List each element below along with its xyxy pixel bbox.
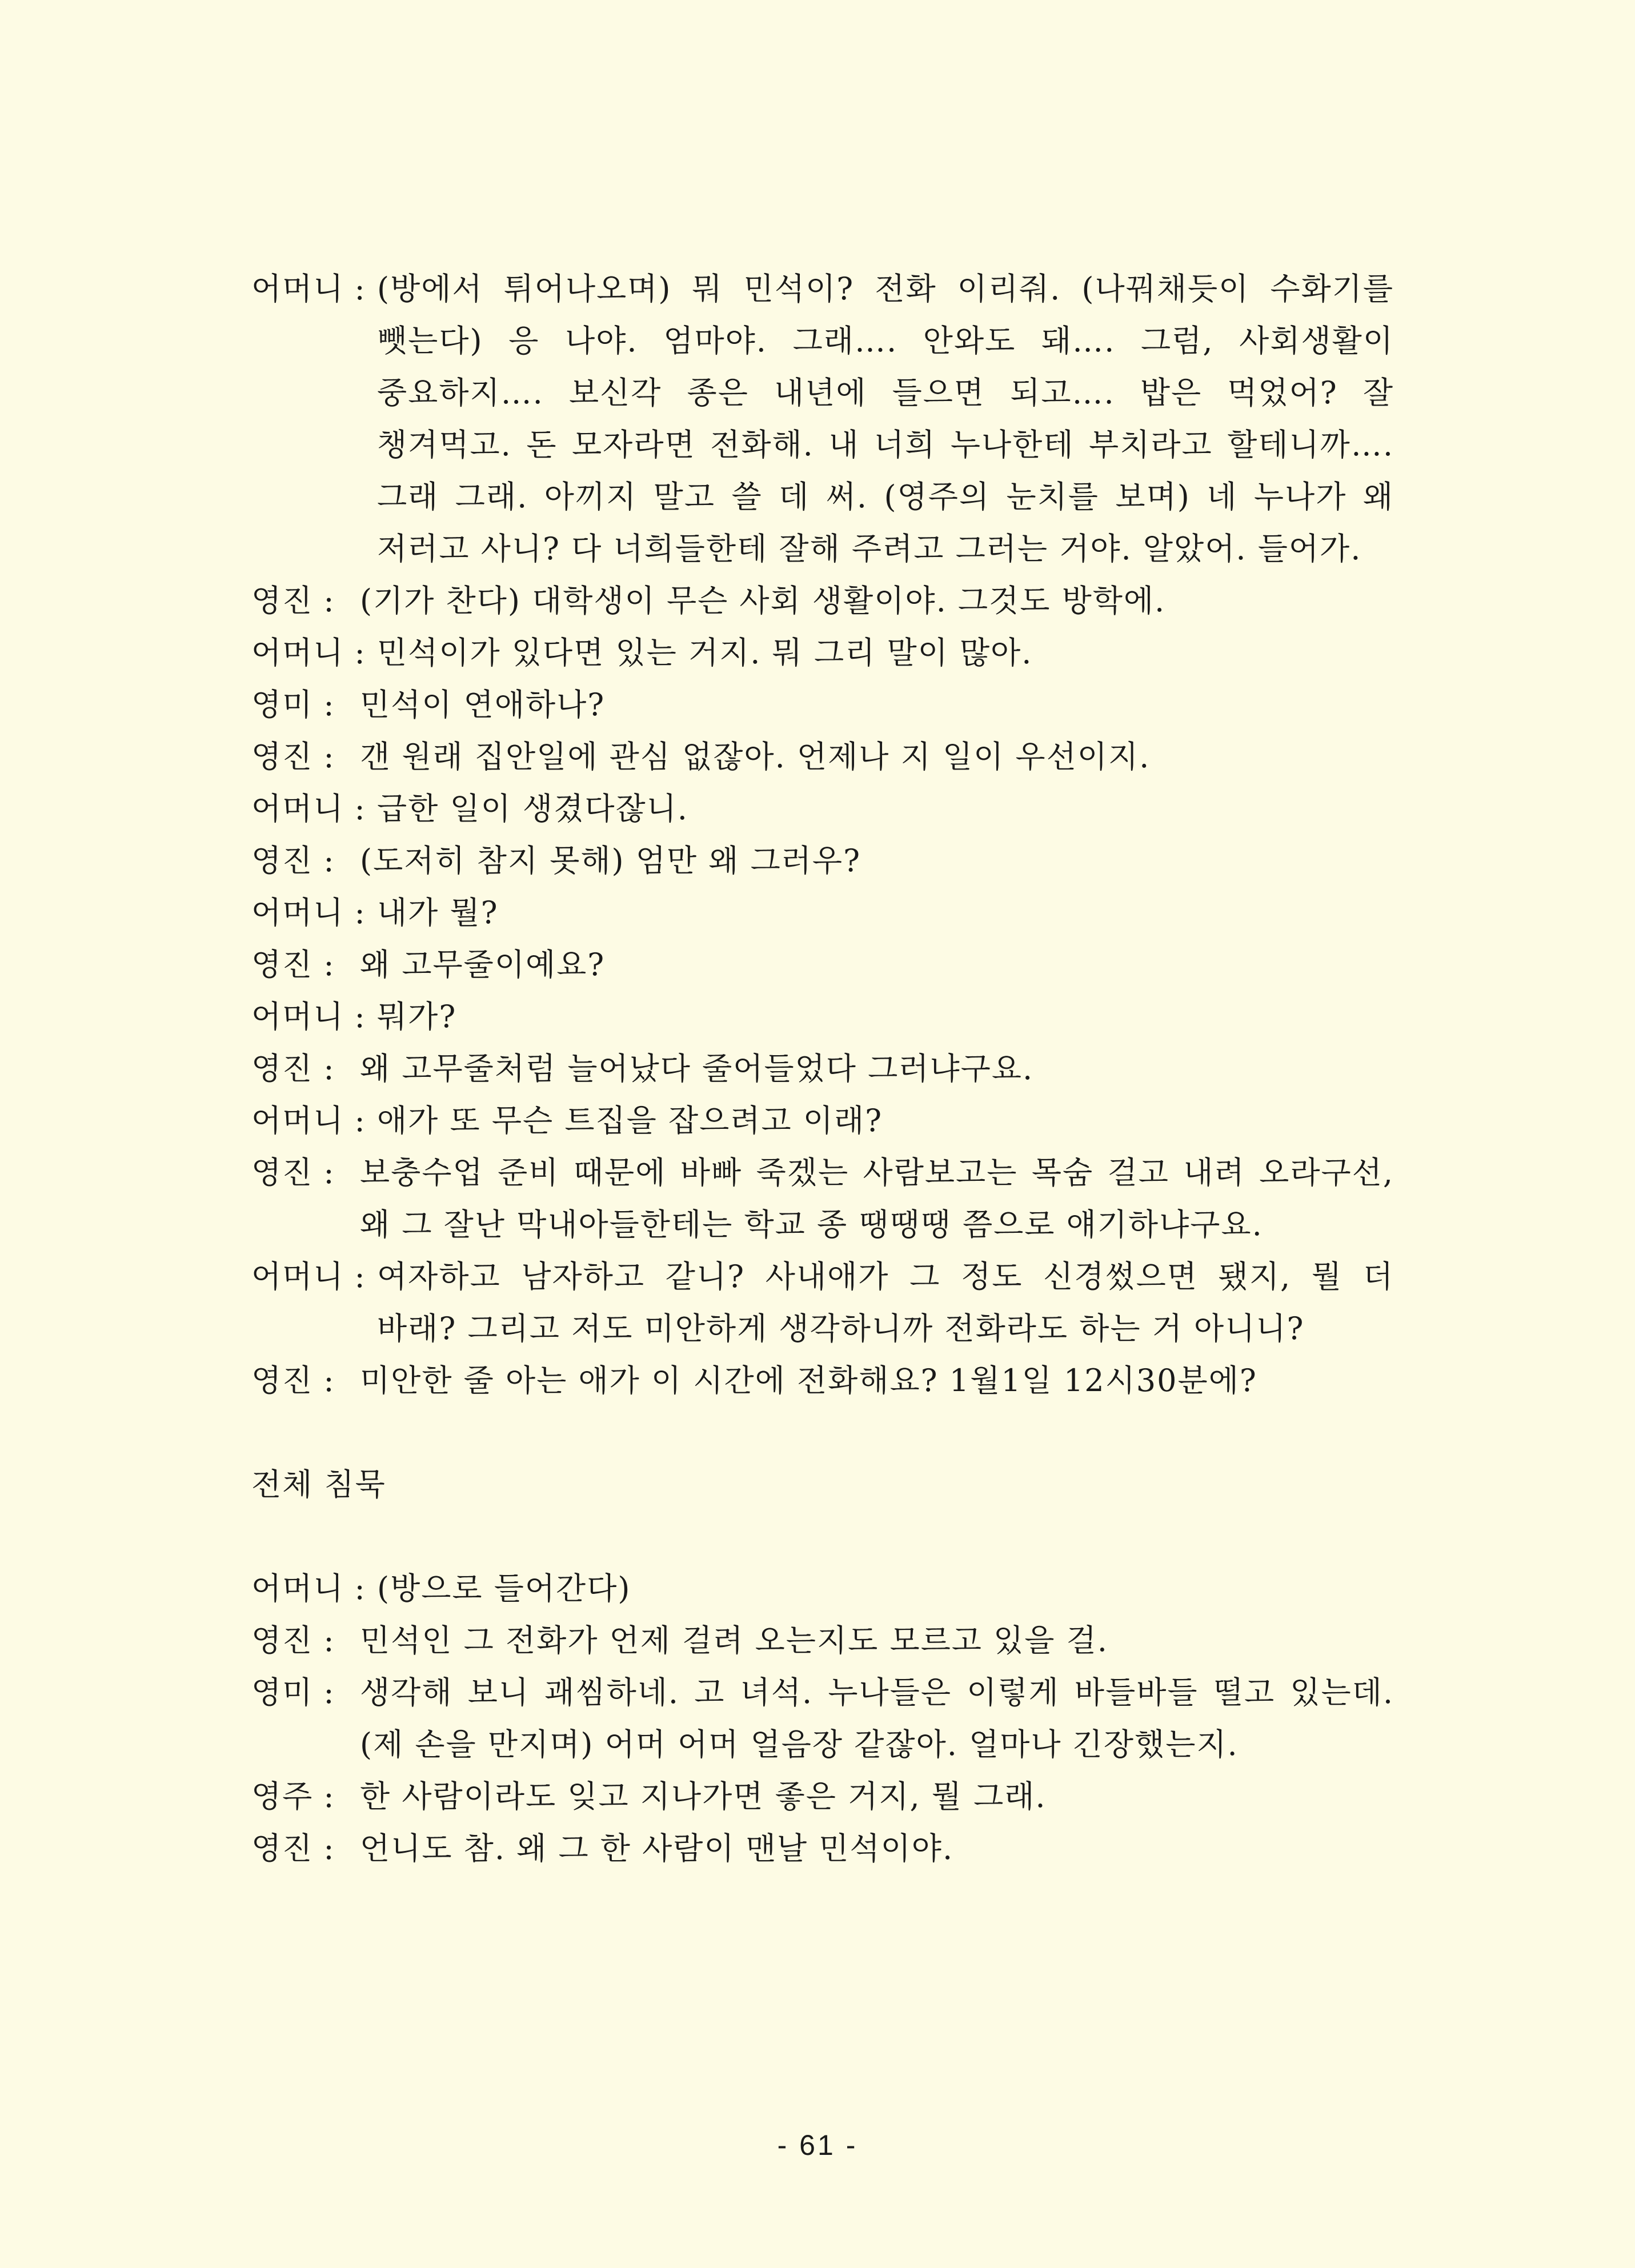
speaker-name: 영미 <box>251 687 314 723</box>
speaker-name: 어머니 <box>251 1570 344 1606</box>
speaker-name: 영진 <box>251 1155 314 1191</box>
speaker-colon: : <box>323 1674 335 1710</box>
page-number: - 61 - <box>777 2129 858 2161</box>
speaker-column <box>251 887 377 939</box>
speaker-name: 어머니 <box>251 271 344 307</box>
dialogue-block-bottom <box>251 1562 1394 1874</box>
dialogue-text: 내가 뭘? <box>377 895 499 931</box>
dialogue-text: 왜 고무줄이예요? <box>360 947 606 983</box>
dialogue-line <box>251 263 1394 575</box>
speaker-name: 영미 <box>251 1674 314 1710</box>
dialogue-line <box>251 1043 1394 1095</box>
dialogue-line <box>251 1666 1394 1770</box>
dialogue-line <box>251 887 1394 939</box>
speaker-column <box>251 731 360 783</box>
dialogue-line <box>251 1355 1394 1407</box>
speaker-column <box>251 939 360 991</box>
speaker-column <box>251 1355 360 1407</box>
speaker-name: 영진 <box>251 1363 314 1399</box>
dialogue-line <box>251 1822 1394 1874</box>
dialogue-line <box>251 1562 1394 1614</box>
dialogue-text: 여자하고 남자하고 같니? 사내애가 그 정도 신경썼으면 됐지, 뭘 더 바래? 그리고 저도 미안하게 생각하니까 전화라도 하는 거 아니니? <box>377 1259 1394 1347</box>
dialogue-text: 한 사람이라도 잊고 지나가면 좋은 거지, 뭘 그래. <box>360 1778 1047 1814</box>
speaker-colon: : <box>354 1259 366 1295</box>
dialogue-text: 언니도 참. 왜 그 한 사람이 맨날 민석이야. <box>360 1830 954 1866</box>
dialogue-text: 뭐가? <box>377 999 457 1035</box>
speaker-column <box>251 1666 360 1770</box>
script-body <box>251 263 1394 1874</box>
speaker-colon: : <box>323 1622 335 1658</box>
speaker-colon: : <box>354 1103 366 1139</box>
dialogue-line <box>251 1251 1394 1355</box>
speaker-name: 어머니 <box>251 1259 344 1295</box>
dialogue-line <box>251 731 1394 783</box>
speaker-colon: : <box>323 843 335 879</box>
speaker-colon: : <box>354 1570 366 1606</box>
speaker-colon: : <box>354 271 366 307</box>
speaker-name: 어머니 <box>251 635 344 671</box>
dialogue-text: (방에서 튀어나오며) 뭐 민석이? 전화 이리줘. (나꿔채듯이 수화기를 뺏는다) 응 나야. 엄마야. 그래…. 안와도 돼…. 그럼, 사회생활이 중요하지…. 보신각 종은 내년에 들으면 되고…. 밥은 먹었어? 잘 챙겨먹고. 돈 모자라면 전화해. 내 너희 누나한테 부치라고 할테니까…. 그래 그래. 아끼지 말고 쓸 데 써. (영주의 눈치를 보며) 네 누나가 왜 저러고 사니? 다 너희들한테 잘해 주려고 그러는 거야. 알았어. 들어가. <box>377 271 1394 567</box>
dialogue-line <box>251 627 1394 679</box>
speaker-name: 어머니 <box>251 999 344 1035</box>
speaker-name: 영진 <box>251 947 314 983</box>
dialogue-text: 민석이 연애하나? <box>360 687 606 723</box>
speaker-column <box>251 783 377 835</box>
speaker-colon: : <box>323 1363 335 1399</box>
speaker-name: 어머니 <box>251 1103 344 1139</box>
speaker-colon: : <box>323 1155 335 1191</box>
dialogue-line <box>251 1147 1394 1251</box>
speaker-colon: : <box>354 895 366 931</box>
speaker-name: 영진 <box>251 739 314 775</box>
speaker-column <box>251 835 360 887</box>
speaker-colon: : <box>323 1778 335 1814</box>
speaker-colon: : <box>354 791 366 827</box>
speaker-column <box>251 1095 377 1147</box>
speaker-colon: : <box>354 999 366 1035</box>
dialogue-line <box>251 783 1394 835</box>
dialogue-text: (기가 찬다) 대학생이 무슨 사회 생활이야. 그것도 방학에. <box>360 583 1166 619</box>
speaker-column <box>251 1770 360 1822</box>
speaker-colon: : <box>323 1051 335 1087</box>
speaker-name: 영주 <box>251 1778 314 1814</box>
speaker-colon: : <box>323 687 335 723</box>
speaker-column <box>251 1822 360 1874</box>
speaker-name: 어머니 <box>251 895 344 931</box>
speaker-name: 영진 <box>251 583 314 619</box>
spacer <box>251 1510 1394 1562</box>
dialogue-text: (도저히 참지 못해) 엄만 왜 그러우? <box>360 843 861 879</box>
speaker-column <box>251 627 377 679</box>
speaker-column <box>251 575 360 627</box>
dialogue-text: 급한 일이 생겼다잖니. <box>377 791 688 827</box>
speaker-name: 영진 <box>251 1051 314 1087</box>
speaker-name: 영진 <box>251 843 314 879</box>
speaker-name: 영진 <box>251 1830 314 1866</box>
speaker-colon: : <box>323 1830 335 1866</box>
dialogue-text: 미안한 줄 아는 애가 이 시간에 전화해요? 1월1일 12시30분에? <box>360 1363 1257 1399</box>
speaker-column <box>251 1562 377 1614</box>
dialogue-line <box>251 575 1394 627</box>
dialogue-text: 생각해 보니 괘씸하네. 고 녀석. 누나들은 이렇게 바들바들 떨고 있는데. (제 손을 만지며) 어머 어머 얼음장 같잖아. 얼마나 긴장했는지. <box>360 1674 1394 1762</box>
speaker-column <box>251 1043 360 1095</box>
speaker-column <box>251 991 377 1043</box>
dialogue-text: 보충수업 준비 때문에 바빠 죽겠는 사람보고는 목숨 걸고 내려 오라구선, 왜 그 잘난 막내아들한테는 학교 종 땡땡땡 쯤으로 얘기하냐구요. <box>360 1155 1394 1243</box>
dialogue-text: (방으로 들어간다) <box>377 1570 631 1606</box>
dialogue-line <box>251 1095 1394 1147</box>
dialogue-line <box>251 1770 1394 1822</box>
dialogue-text: 애가 또 무슨 트집을 잡으려고 이래? <box>377 1103 883 1139</box>
dialogue-line <box>251 1614 1394 1666</box>
stage-direction: 전체 침묵 <box>251 1466 386 1502</box>
speaker-colon: : <box>323 583 335 619</box>
spacer <box>251 1407 1394 1458</box>
speaker-column <box>251 263 377 575</box>
dialogue-line <box>251 679 1394 731</box>
speaker-colon: : <box>323 947 335 983</box>
dialogue-block-top <box>251 263 1394 1407</box>
dialogue-text: 왜 고무줄처럼 늘어났다 줄어들었다 그러냐구요. <box>360 1051 1034 1087</box>
dialogue-text: 민석이가 있다면 있는 거지. 뭐 그리 말이 많아. <box>377 635 1033 671</box>
speaker-name: 어머니 <box>251 791 344 827</box>
dialogue-line <box>251 939 1394 991</box>
dialogue-line <box>251 835 1394 887</box>
speaker-column <box>251 679 360 731</box>
speaker-column <box>251 1251 377 1355</box>
speaker-name: 영진 <box>251 1622 314 1658</box>
speaker-column <box>251 1147 360 1251</box>
dialogue-line <box>251 991 1394 1043</box>
speaker-column <box>251 1614 360 1666</box>
dialogue-text: 갠 원래 집안일에 관심 없잖아. 언제나 지 일이 우선이지. <box>360 739 1151 775</box>
dialogue-text: 민석인 그 전화가 언제 걸려 오는지도 모르고 있을 걸. <box>360 1622 1108 1658</box>
speaker-colon: : <box>354 635 366 671</box>
speaker-colon: : <box>323 739 335 775</box>
